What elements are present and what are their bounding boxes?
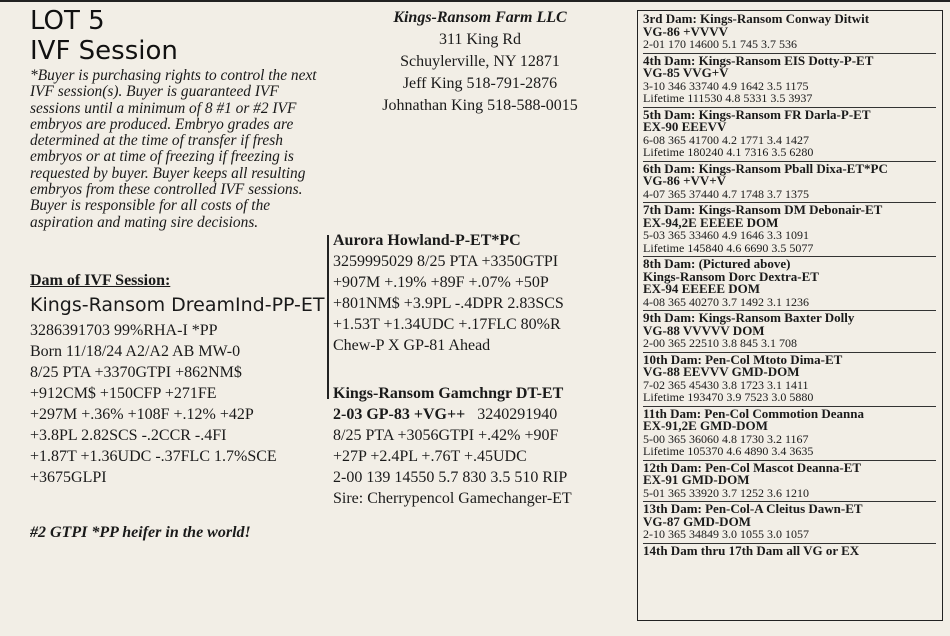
- pedigree-record: 2-00 365 22510 3.8 845 3.1 708: [643, 336, 797, 350]
- pedigree-heading: VG-88 VVVVV DOM: [643, 322, 765, 338]
- farm-name: Kings-Ransom Farm LLC: [393, 9, 567, 26]
- pedigree-record: 7-02 365 45430 3.8 1723 3.1 1411: [643, 377, 809, 392]
- pedigree-entry: [643, 311, 936, 353]
- farm-line: Schuylerville, NY 12871: [400, 53, 560, 70]
- pedigree-heading: 7th Dam: Kings-Ransom DM Debonair-ET: [643, 202, 883, 217]
- top-rule: [0, 0, 950, 2]
- granddam-line: +27P +2.4PL +.76T +.45UDC: [333, 448, 527, 465]
- dam-line: +297M +.36% +108F +.12% +42P: [30, 406, 254, 423]
- pedigree-heading: EX-91,2E GMD-DOM: [643, 418, 768, 433]
- pedigree-entry: [643, 203, 936, 257]
- pedigree-record: Lifetime 111530 4.8 5331 3.5 3937: [643, 91, 813, 105]
- divider: [327, 235, 329, 399]
- pedigree-entry: [643, 407, 936, 461]
- pedigree-heading: Kings-Ransom Dorc Dextra-ET: [643, 268, 819, 284]
- sire-line: +1.53T +1.34UDC +.17FLC 80%R: [333, 316, 561, 333]
- pedigree-heading: VG-85 VVG+V: [643, 65, 729, 80]
- pedigree-heading: 4th Dam: Kings-Ransom EIS Dotty-P-ET: [643, 52, 874, 68]
- pedigree-heading: 5th Dam: Kings-Ransom FR Darla-P-ET: [643, 106, 871, 122]
- pedigree-heading: 11th Dam: Pen-Col Commotion Deanna: [643, 405, 864, 421]
- dam-line: 3286391703 99%RHA-I *PP: [30, 322, 218, 339]
- sire-line: +801NM$ +3.9PL -.4DPR 2.83SCS: [333, 295, 564, 312]
- granddam-line: 8/25 PTA +3056GTPI +.42% +90F: [333, 427, 559, 444]
- pedigree-record: Lifetime 105370 4.6 4890 3.4 3635: [643, 444, 814, 458]
- pedigree-heading: 13th Dam: Pen-Col-A Cleitus Dawn-ET: [643, 501, 863, 516]
- pedigree-record: 4-07 365 37440 4.7 1748 3.7 1375: [643, 186, 809, 201]
- lot-title: LOT 5: [30, 6, 105, 36]
- dam-line: 8/25 PTA +3370GTPI +862NM$: [30, 364, 242, 381]
- pedigree-entry: [643, 108, 936, 162]
- terms-text: *Buyer is purchasing rights to control the next IVF session(s). Buyer is guaranteed IVF sessions until a minimum of 8 #1 or #2 IVF embryos are produced. Embryo grades are determined at the time of transfer if fresh embryos or at time of freezing if freezing is requested by buyer. Buyer keeps all resulting embryos from these controlled IVF sessions. Buyer is responsible for all costs of the aspiration and mating sire decisions.: [30, 67, 317, 231]
- dam-line: +3675GLPI: [30, 469, 107, 486]
- dam-line: +912CM$ +150CFP +271FE: [30, 385, 217, 402]
- pedigree-heading: 6th Dam: Kings-Ransom Pball Dixa-ET*PC: [643, 160, 888, 176]
- pedigree-heading: 14th Dam thru 17th Dam all VG or EX: [643, 542, 860, 558]
- farm-line: 311 King Rd: [438, 31, 522, 48]
- pedigree-record: 5-01 365 33920 3.7 1252 3.6 1210: [643, 485, 809, 500]
- pedigree-record: Lifetime 180240 4.1 7316 3.5 6280: [643, 145, 814, 159]
- dam-name: Kings-Ransom DreamInd-PP-ET: [30, 294, 325, 316]
- pedigree-record: 5-03 365 33460 4.9 1646 3.3 1091: [643, 228, 809, 242]
- pedigree-heading: EX-91 GMD-DOM: [643, 472, 750, 487]
- pedigree-entry: [643, 12, 936, 54]
- pedigree-entry: [643, 353, 936, 407]
- granddam-line: Sire: Cherrypencol Gamechanger-ET: [333, 490, 572, 507]
- pedigree-record: 6-08 365 41700 4.2 1771 3.4 1427: [643, 132, 809, 147]
- pedigree-record: Lifetime 193470 3.9 7523 3.0 5880: [643, 390, 814, 404]
- sire-name: Aurora Howland-P-ET*PC: [333, 232, 521, 249]
- pedigree-record: 2-10 365 34849 3.0 1055 3.0 1057: [643, 527, 809, 541]
- dam-line: Born 11/18/24 A2/A2 AB MW-0: [30, 343, 241, 360]
- sire-line: 3259995029 8/25 PTA +3350GTPI: [333, 253, 559, 270]
- farm-line: Johnathan King 518-588-0015: [382, 97, 578, 114]
- granddam-regnum: 3240291940: [477, 406, 558, 423]
- pedigree-entry: [643, 257, 936, 311]
- pedigree-entry: [643, 461, 936, 503]
- pedigree-entry: [643, 162, 936, 204]
- pedigree-record: Lifetime 145840 4.6 6690 3.5 5077: [643, 240, 814, 255]
- pedigree-entry: [643, 54, 936, 108]
- granddam-score: 2-03 GP-83 +VG++: [333, 406, 466, 423]
- pedigree-heading: 8th Dam: (Pictured above): [643, 256, 791, 271]
- pedigree-heading: VG-87 GMD-DOM: [643, 513, 751, 529]
- dam-details: [30, 320, 330, 488]
- granddam-name: Kings-Ransom Gamchngr DT-ET: [333, 385, 564, 402]
- lot-panel: [30, 6, 330, 231]
- farm-contact: [360, 7, 600, 117]
- pedigree-heading: 9th Dam: Kings-Ransom Baxter Dolly: [643, 310, 855, 325]
- pedigree-box: [637, 10, 943, 621]
- pedigree-heading: VG-88 EEVVV GMD-DOM: [643, 364, 800, 379]
- pedigree-heading: VG-86 +VVVV: [643, 23, 729, 39]
- pedigree-record: 4-08 365 40270 3.7 1492 3.1 1236: [643, 294, 809, 309]
- tagline: #2 GTPI *PP heifer in the world!: [30, 524, 251, 541]
- pedigree-heading: VG-86 +VV+V: [643, 173, 727, 188]
- sire-line: +907M +.19% +89F +.07% +50P: [333, 274, 549, 291]
- pedigree-record: 2-01 170 14600 5.1 745 3.7 536: [643, 37, 797, 51]
- dam-label: Dam of IVF Session:: [30, 272, 171, 289]
- granddam-line: 2-00 139 14550 5.7 830 3.5 510 RIP: [333, 469, 568, 486]
- sire-block: [333, 230, 633, 356]
- pedigree-entry: [643, 502, 936, 544]
- pedigree-heading: 3rd Dam: Kings-Ransom Conway Ditwit: [643, 11, 870, 26]
- pedigree-entry: [643, 544, 936, 560]
- pedigree-heading: 10th Dam: Pen-Col Mtoto Dima-ET: [643, 351, 843, 367]
- dam-line: +3.8PL 2.82SCS -.2CCR -.4FI: [30, 427, 227, 444]
- pedigree-record: 3-10 346 33740 4.9 1642 3.5 1175: [643, 78, 809, 93]
- sire-line: Chew-P X GP-81 Ahead: [333, 337, 491, 354]
- lot-subtitle: IVF Session: [30, 36, 178, 66]
- pedigree-heading: 12th Dam: Pen-Col Mascot Deanna-ET: [643, 459, 862, 475]
- pedigree-heading: EX-94 EEEEE DOM: [643, 281, 761, 296]
- pedigree-heading: EX-94,2E EEEEE DOM: [643, 214, 779, 230]
- farm-line: Jeff King 518-791-2876: [402, 75, 558, 92]
- granddam-block: [333, 383, 633, 509]
- pedigree-record: 5-00 365 36060 4.8 1730 3.2 1167: [643, 431, 809, 446]
- pedigree-heading: EX-90 EEEVV: [643, 119, 727, 134]
- dam-line: +1.87T +1.36UDC -.37FLC 1.7%SCE: [30, 448, 277, 465]
